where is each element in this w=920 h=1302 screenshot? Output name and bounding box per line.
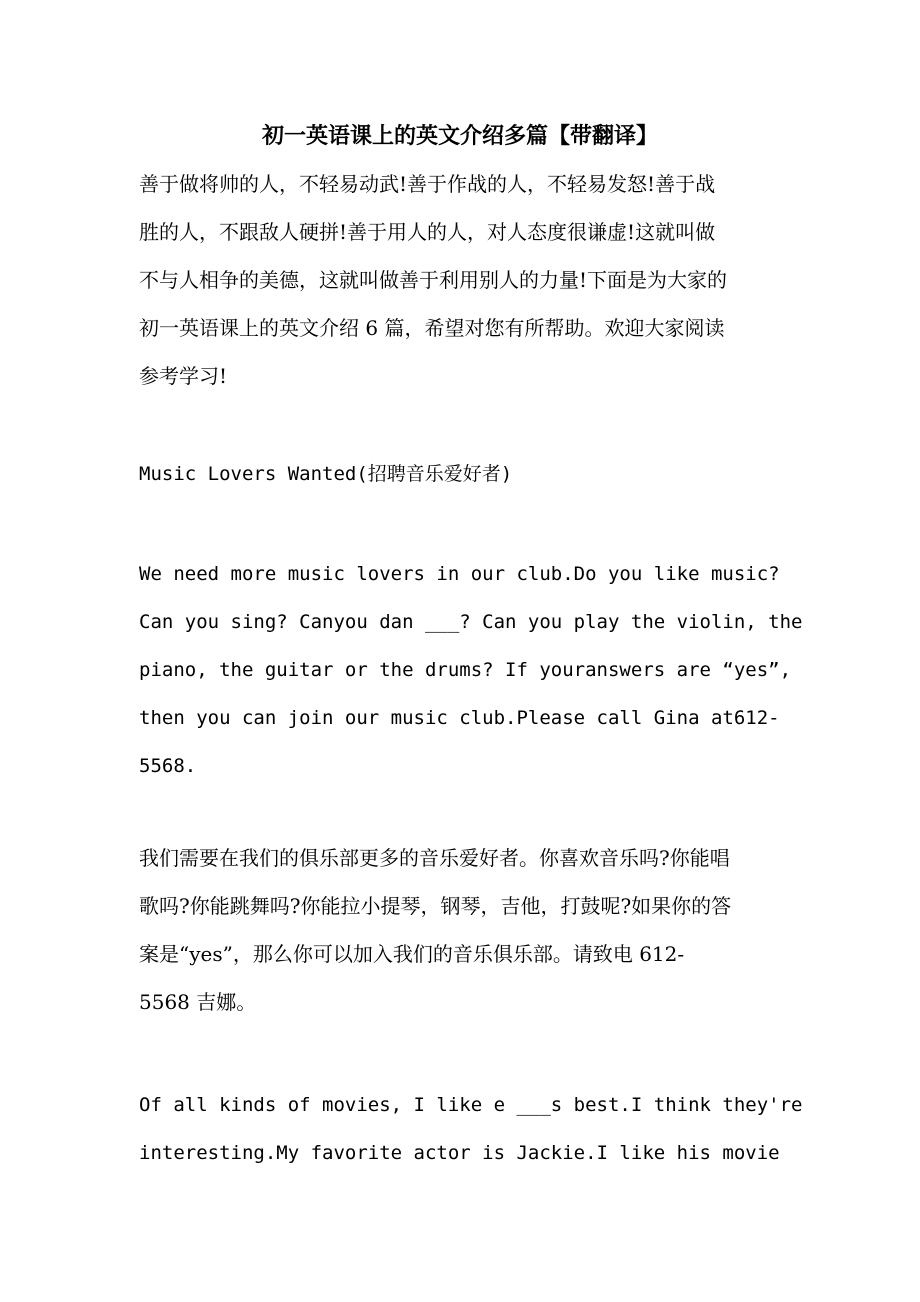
movie-paragraph	[139, 1081, 803, 1177]
english-line: then you can join our music club.Please call Gina at612-	[139, 707, 780, 729]
intro-line: 参考学习!	[139, 364, 228, 388]
translation-line: 歌吗?你能跳舞吗?你能拉小提琴，钢琴，吉他，打鼓呢?如果你的答	[139, 894, 732, 918]
section-heading-text: Music Lovers Wanted(招聘音乐爱好者)	[139, 463, 513, 485]
english-line: We need more music lovers in our club.Do you like music?	[139, 563, 780, 585]
english-line: Can you sing? Canyou dan ___? Can you play the violin, the	[139, 611, 803, 633]
movie-line: Of all kinds of movies, I like e ___s best.I think they're	[139, 1094, 803, 1116]
movie-line: interesting.My favorite actor is Jackie.I like his movie	[139, 1142, 780, 1164]
translation-line: 案是“yes”，那么你可以加入我们的音乐俱乐部。请致电 612-	[139, 942, 685, 966]
translation-line: 5568 吉娜。	[139, 990, 257, 1014]
translation-line: 我们需要在我们的俱乐部更多的音乐爱好者。你喜欢音乐吗?你能唱	[139, 846, 730, 870]
translation-paragraph	[139, 834, 789, 1026]
intro-paragraph	[139, 160, 789, 400]
intro-line: 善于做将帅的人，不轻易动武!善于作战的人，不轻易发怒!善于战	[139, 172, 716, 196]
document-title: 初一英语课上的英文介绍多篇【带翻译】	[261, 123, 658, 149]
intro-line: 不与人相争的美德，这就叫做善于利用别人的力量!下面是为大家的	[139, 268, 728, 292]
intro-line: 胜的人，不跟敌人硬拼!善于用人的人，对人态度很谦虚!这就叫做	[139, 220, 716, 244]
section-heading	[139, 450, 789, 498]
english-paragraph	[139, 550, 803, 790]
english-line: 5568.	[139, 755, 197, 777]
intro-line: 初一英语课上的英文介绍 6 篇，希望对您有所帮助。欢迎大家阅读	[139, 316, 725, 340]
english-line: piano, the guitar or the drums? If youranswers are “yes”,	[139, 659, 792, 681]
